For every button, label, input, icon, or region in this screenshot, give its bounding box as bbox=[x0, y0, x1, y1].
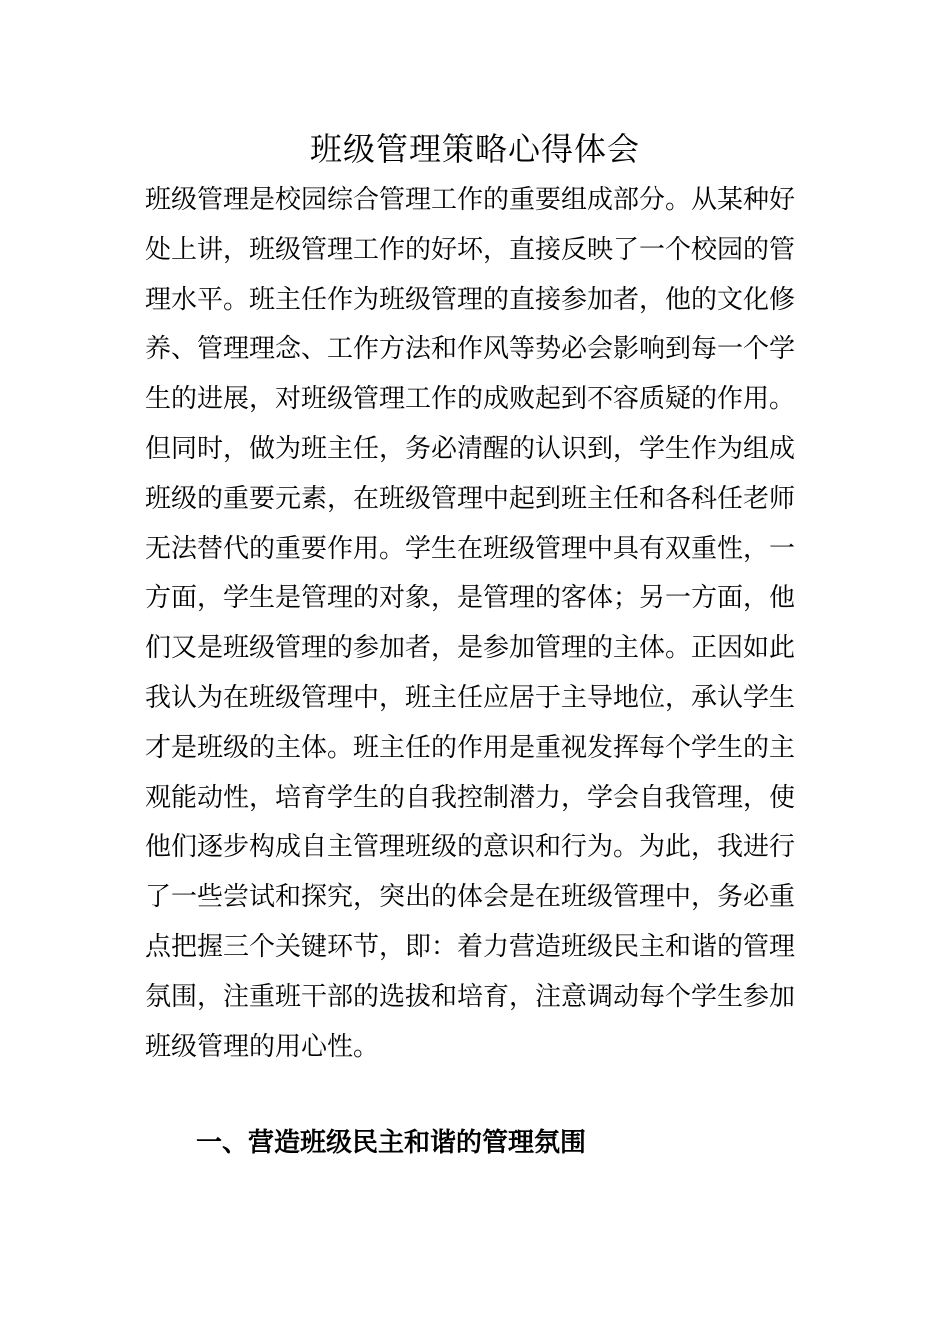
paragraph-line: 观能动性，培育学生的自我控制潜力，学会自我管理，使 bbox=[145, 782, 796, 813]
paragraph-line: 班级管理的用心性。 bbox=[145, 1031, 380, 1062]
paragraph-line: 处上讲，班级管理工作的好坏，直接反映了一个校园的管 bbox=[145, 234, 796, 265]
paragraph-line: 点把握三个关键环节，即：着力营造班级民主和谐的管理 bbox=[145, 931, 796, 962]
paragraph-line: 但同时，做为班主任，务必清醒的认识到，学生作为组成 bbox=[145, 433, 796, 464]
paragraph-line: 理水平。班主任作为班级管理的直接参加者，他的文化修 bbox=[145, 284, 796, 315]
paragraph-line: 了一些尝试和探究，突出的体会是在班级管理中，务必重 bbox=[145, 882, 796, 913]
paragraph-line: 他们逐步构成自主管理班级的意识和行为。为此，我进行 bbox=[145, 832, 796, 863]
paragraph-line: 生的进展，对班级管理工作的成败起到不容质疑的作用。 bbox=[145, 384, 796, 415]
paragraph-line: 才是班级的主体。班主任的作用是重视发挥每个学生的主 bbox=[145, 732, 796, 763]
paragraph-line: 们又是班级管理的参加者，是参加管理的主体。正因如此 bbox=[145, 633, 796, 664]
paragraph-line: 养、管理理念、工作方法和作风等势必会影响到每一个学 bbox=[145, 334, 796, 365]
paragraph-line: 氛围，注重班干部的选拔和培育，注意调动每个学生参加 bbox=[145, 981, 796, 1012]
paragraph-line: 无法替代的重要作用。学生在班级管理中具有双重性，一 bbox=[145, 533, 796, 564]
paragraph-line: 方面，学生是管理的对象，是管理的客体；另一方面，他 bbox=[145, 583, 796, 614]
document-title: 班级管理策略心得体会 bbox=[309, 130, 640, 168]
section-heading: 一、营造班级民主和谐的管理氛围 bbox=[196, 1128, 587, 1158]
intro-paragraph bbox=[145, 176, 807, 1072]
paragraph-line: 班级管理是校园综合管理工作的重要组成部分。从某种好 bbox=[145, 185, 796, 215]
paragraph-line: 我认为在班级管理中，班主任应居于主导地位，承认学生 bbox=[145, 682, 796, 713]
paragraph-line: 班级的重要元素，在班级管理中起到班主任和各科任老师 bbox=[145, 483, 796, 514]
